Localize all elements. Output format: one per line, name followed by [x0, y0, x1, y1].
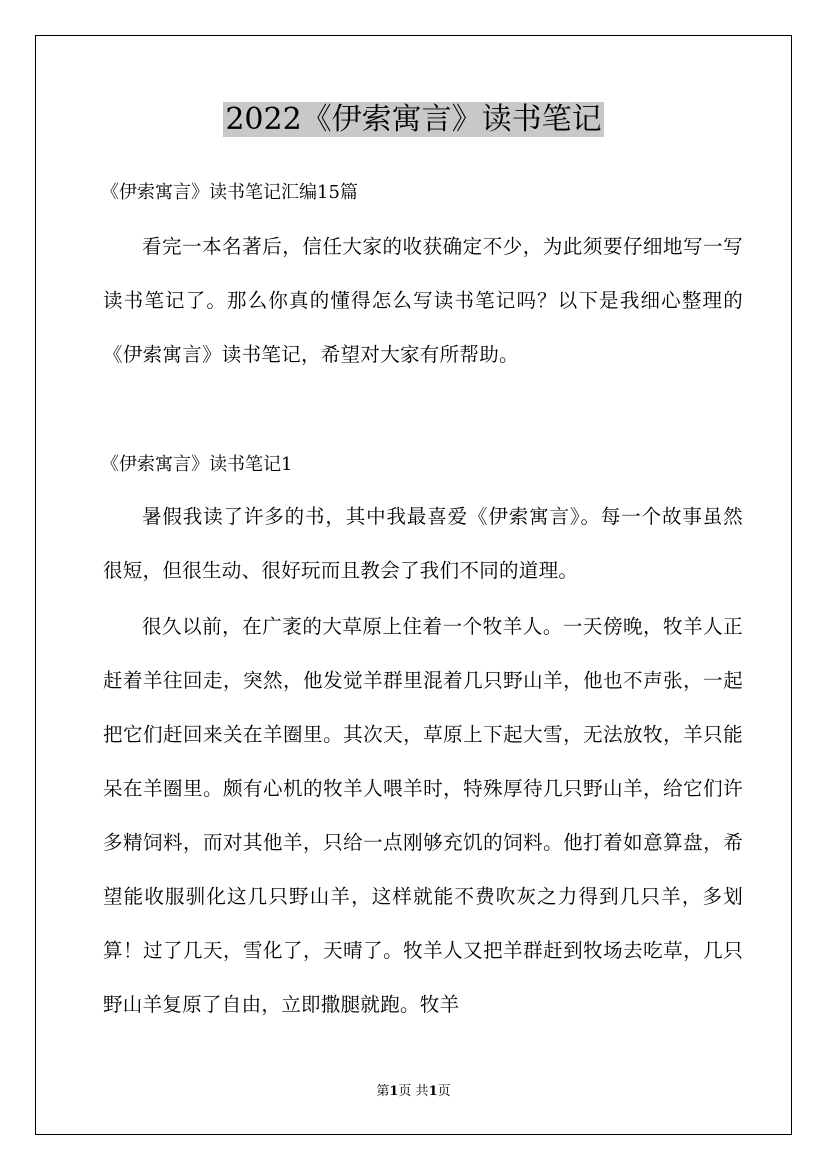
document-title [0, 98, 827, 142]
footer-mid: 页 共 [398, 1084, 429, 1099]
footer-prefix: 第 [376, 1084, 390, 1099]
footer-total-pages: 1 [428, 1084, 438, 1099]
document-title-text: 2022《伊索寓言》读书笔记 [225, 102, 602, 137]
section-heading: 《伊索寓言》读书笔记1 [101, 454, 293, 475]
footer-page-number: 1 [389, 1084, 399, 1099]
document-subtitle: 《伊索寓言》读书笔记汇编15篇 [101, 182, 358, 203]
body-paragraph-1: 暑假我读了许多的书，其中我最喜爱《伊索寓言》。每一个故事虽然很短，但很生动、很好玩而且教会了我们不同的道理。 [103, 505, 743, 582]
page-footer [0, 1083, 827, 1101]
body-paragraph-2: 很久以前，在广袤的大草原上住着一个牧羊人。一天傍晚，牧羊人正赶着羊往回走，突然，他发觉羊群里混着几只野山羊，他也不声张，一起把它们赶回来关在羊圈里。其次天，草原上下起大雪，无法放牧，羊只能呆在羊圈里。颇有心机的牧羊人喂羊时，特殊厚待几只野山羊，给它们许多精饲料，而对其他羊，只给一点刚够充饥的饲料。他打着如意算盘，希望能收服驯化这几只野山羊，这样就能不费吹灰之力得到几只羊，多划算！过了几天，雪化了，天晴了。牧羊人又把羊群赶到牧场去吃草，几只野山羊复原了自由，立即撒腿就跑。牧羊 [103, 615, 743, 1016]
intro-paragraph: 看完一本名著后，信任大家的收获确定不少，为此须要仔细地写一写读书笔记了。那么你真的懂得怎么写读书笔记吗？以下是我细心整理的《伊索寓言》读书笔记，希望对大家有所帮助。 [103, 235, 743, 366]
footer-suffix: 页 [437, 1084, 451, 1099]
